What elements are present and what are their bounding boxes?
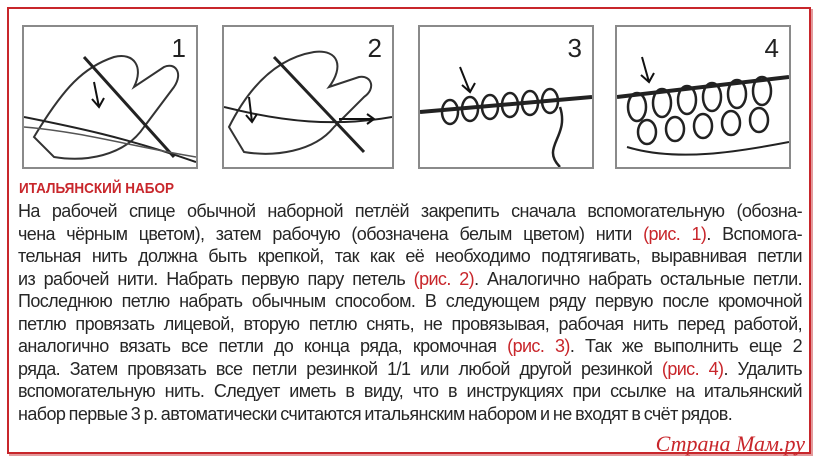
instruction-paragraph <box>18 200 802 425</box>
text-segment: . Аналогично набрать остальные петли. <box>474 268 802 289</box>
figure-1 <box>22 25 198 169</box>
text-segment: из рабочей нити. Набрать первую пару петель <box>18 268 414 289</box>
text-line <box>18 200 802 223</box>
knitting-needle-illustration <box>420 27 592 167</box>
text-segment: аналогично вязать все петли до конца ряда, кромочная <box>18 336 508 356</box>
figure-number: 2 <box>367 33 382 63</box>
text-line <box>18 313 802 336</box>
text-segment: вспомогательную нить. Следует иметь в виду, что в инструкциях при ссылке на итальянский <box>18 381 802 401</box>
figure-reference: (рис. 1) <box>643 223 707 244</box>
text-segment: чена чёрным цветом), затем рабочую (обозначена белым цветом) нити <box>18 223 644 244</box>
rib-knitting-illustration <box>617 27 789 167</box>
text-segment: . Вспомога- <box>706 223 802 244</box>
text-segment: На рабочей спице обычной наборной петлёй закрепить сначала вспомогательную (обозна- <box>18 201 802 221</box>
figure-number: 1 <box>171 33 186 63</box>
figure-number: 3 <box>567 33 582 63</box>
text-line <box>18 403 802 426</box>
text-segment: ряда. Затем провязать все петли резинкой 1/1 или любой другой резинкой <box>18 358 662 379</box>
text-line <box>18 223 802 246</box>
figure-number: 4 <box>764 33 779 63</box>
text-segment: петлю провязать лицевой, вторую петлю снять, не провязывая, рабочая нить перед работой, <box>18 313 802 334</box>
section-title: ИТАЛЬЯНСКИЙ НАБОР <box>19 180 174 197</box>
text-line <box>18 358 802 381</box>
text-line <box>18 245 802 268</box>
text-segment: набор первые 3 р. автоматически считаются итальянским набором и не входят в счёт рядов. <box>18 403 733 424</box>
figure-reference: (рис. 3) <box>507 336 570 356</box>
text-line <box>18 290 802 313</box>
figure-2 <box>222 25 394 169</box>
figure-reference: (рис. 4) <box>661 358 724 379</box>
text-line <box>18 380 802 403</box>
text-line <box>18 268 802 291</box>
figure-3 <box>418 25 594 169</box>
figure-reference: (рис. 2) <box>413 268 475 289</box>
text-segment: . Так же выполнить еще 2 <box>569 336 802 356</box>
text-segment: . Удалить <box>723 358 802 379</box>
figure-4 <box>615 25 791 169</box>
text-line <box>18 335 802 358</box>
hand-with-needle-illustration <box>24 27 196 167</box>
watermark: Страна Мам.ру <box>655 431 805 456</box>
text-segment: тельная нить должна быть крепкой, так как её необходимо подтягивать, выравнивая петли <box>18 246 802 266</box>
text-segment: Последнюю петлю набрать обычным способом. В следующем ряду первую после кромочной <box>18 291 802 311</box>
